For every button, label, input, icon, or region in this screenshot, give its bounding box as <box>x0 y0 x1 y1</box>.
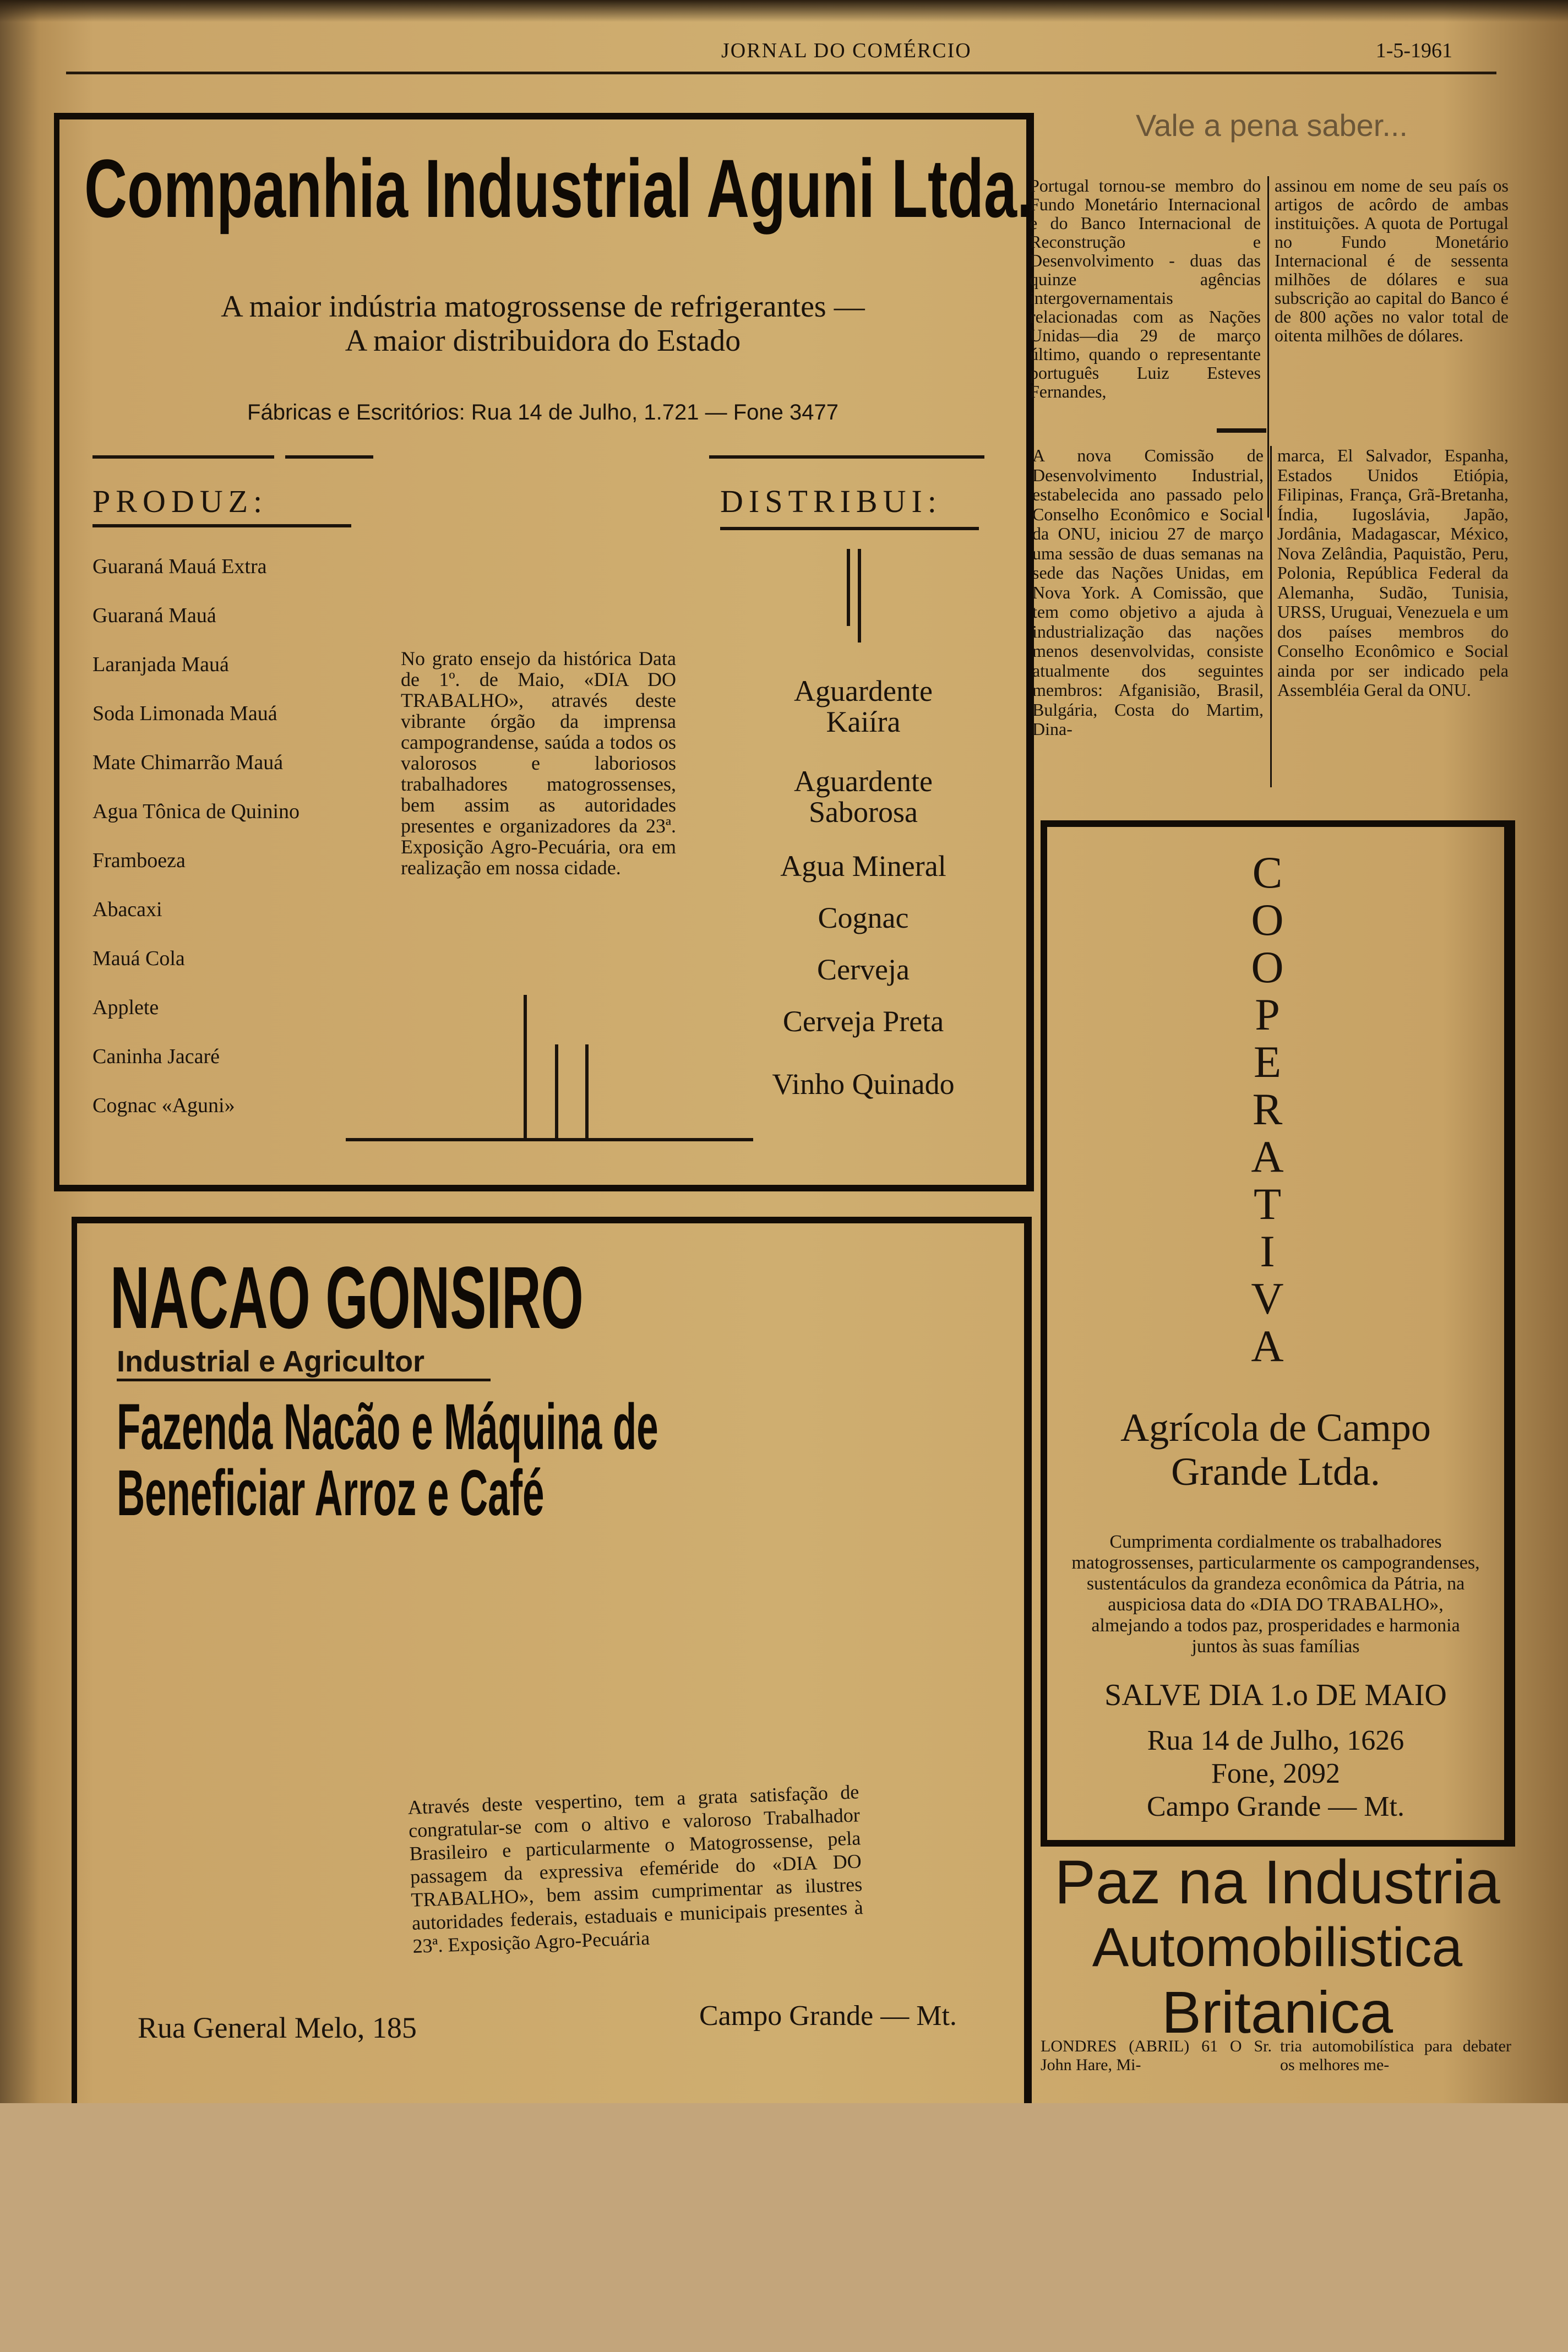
list-item: Aguardente Saborosa <box>794 765 933 829</box>
list-item: Aguardente Kaiíra <box>794 674 933 738</box>
valeapena-title: Vale a pena saber... <box>1136 108 1408 143</box>
list-item: Cognac «Aguni» <box>92 1094 235 1117</box>
coop-letter: A <box>1251 1131 1284 1182</box>
aguni-address: Fábricas e Escritórios: Rua 14 de Julho, 1.721 — Fone 3477 <box>247 400 839 424</box>
coop-letter: A <box>1251 1321 1284 1371</box>
distribui-rule-a <box>847 549 850 626</box>
produz-heading: PRODUZ: <box>92 483 268 519</box>
coop-phone: Fone, 2092 <box>1211 1758 1340 1789</box>
aguni-ad <box>54 113 1034 1191</box>
coop-letter: P <box>1255 989 1280 1039</box>
list-item: Caninha Jacaré <box>92 1045 220 1068</box>
list-item: Soda Limonada Mauá <box>92 702 277 725</box>
gonsiro-city: Campo Grande — Mt. <box>699 2000 957 2032</box>
aguni-divider-left <box>92 455 274 459</box>
coop-address: Rua 14 de Julho, 1626 <box>1147 1725 1404 1756</box>
aguni-center-rule-b <box>555 1044 558 1138</box>
valeapena-col2: assinou em nome de seu país os artigos de acôrdo de ambas instituições. A quota de Portugal no Fundo Monetário Internacional é de sessenta milhões de dólares e sua subscrição ao capital do Banco é de 800 ações no valor total de oitenta milhões de dólares. <box>1275 176 1509 345</box>
coop-letter: T <box>1253 1179 1282 1229</box>
list-item: Laranjada Mauá <box>92 653 229 676</box>
coop-letter: O <box>1251 895 1284 945</box>
produz-underline <box>92 524 351 527</box>
page-header <box>66 39 1496 74</box>
list-item: Framboeza <box>92 849 186 872</box>
distribui-rule-b <box>858 549 861 643</box>
onu-article <box>1032 446 1511 798</box>
list-item: Agua Tônica de Quinino <box>92 800 300 823</box>
produz-list <box>92 554 300 1142</box>
britanica-article <box>1035 1850 1520 2103</box>
aguni-tagline-2: A maior distribuidora do Estado <box>345 324 741 358</box>
valeapena-col1: Portugal tornou-se membro do Fundo Monetário Internacional e do Banco Internacional de Reconstrução e Desenvolvimento - duas das quinze agências intergovernamentais relacionadas com as Nações Unidas—dia 29 de março último, quando o representante português Luiz Esteves Fernandes, <box>1030 176 1261 401</box>
distribui-heading: DISTRIBUI: <box>720 483 942 519</box>
list-item: Guaraná Mauá Extra <box>92 555 267 578</box>
list-item: Mate Chimarrão Mauá <box>92 751 284 774</box>
aguni-divider-right <box>709 455 984 459</box>
britanica-headline-2: Automobilistica <box>1092 1917 1463 1978</box>
gonsiro-address: Rua General Melo, 185 <box>138 2011 417 2044</box>
gonsiro-headline-1: Fazenda Nacão e Máquina de <box>117 1391 658 1463</box>
list-item: Cerveja <box>817 953 910 986</box>
list-item: Mauá Cola <box>92 947 185 970</box>
gonsiro-name: NACAO GONSIRO <box>110 1248 584 1347</box>
aguni-message: No grato ensejo da histórica Data de 1º. de Maio, «DIA DO TRABALHO», através deste vibrante órgão da imprensa campograndense, saúda a todos os valorosos e laboriosos trabalhadores matogrossenses, bem assim as autoridades presentes e organizadores da 23ª. Exposição Agro-Pecuária, ora em realização em nossa cidade. <box>401 647 676 879</box>
britanica-col2: tria automobilística para debater os melhores me- <box>1280 2037 1511 2074</box>
list-item: Applete <box>92 996 159 1019</box>
aguni-center-rule-a <box>524 995 527 1138</box>
gonsiro-message: Através deste vespertino, tem a grata satisfação de congratular-se com o altivo e valoroso Trabalhador Brasileiro e particularmente o Matogrossense, pela passagem da expressiva efeméride do «DIA DO TRABALHO», bem assim cumprimentar as ilustres autoridades federais, estaduais e municipais presentes à 23ª. Exposição Agro-Pecuária <box>407 1781 864 1957</box>
issue-date: 1-5-1961 <box>1375 39 1452 62</box>
gonsiro-subtitle: Industrial e Agricultor <box>117 1344 491 1381</box>
coop-letter: E <box>1253 1037 1282 1087</box>
aguni-company-name: Companhia Industrial Aguni Ltda. <box>84 142 1033 235</box>
coop-message: Cumprimenta cordialmente os trabalhadores matogrossenses, particularmente os campograndenses, sustentáculos da grandeza econômica da Pátria, na auspiciosa data do «DIA DO TRABALHO», almejando a todos paz, prosperidades e harmonia juntos às suas famílias <box>1071 1532 1480 1657</box>
gonsiro-ad <box>72 1217 1032 2103</box>
coop-vertical-word <box>1232 849 1303 1370</box>
coop-ad <box>1041 820 1515 1847</box>
coop-letter: C <box>1252 847 1283 897</box>
britanica-col1: LONDRES (ABRIL) 61 O Sr. John Hare, Mi- <box>1041 2037 1272 2074</box>
coop-letter: I <box>1260 1226 1275 1276</box>
aguni-tagline-1: A maior indústria matogrossense de refrigerantes — <box>221 290 865 324</box>
list-item: Guaraná Mauá <box>92 604 216 627</box>
distribui-underline <box>720 527 979 530</box>
valeapena-article <box>1030 107 1514 416</box>
valeapena-end-rule <box>1217 428 1266 433</box>
coop-letter: V <box>1251 1273 1284 1324</box>
coop-name-1: Agrícola de Campo <box>1120 1406 1431 1450</box>
list-item: Cerveja Preta <box>782 1005 944 1038</box>
list-item: Cognac <box>818 901 909 934</box>
britanica-headline-1: Paz na Industria <box>1054 1848 1500 1917</box>
coop-salute: SALVE DIA 1.o DE MAIO <box>1104 1678 1447 1712</box>
coop-name-2: Grande Ltda. <box>1171 1450 1380 1494</box>
newspaper-name: JORNAL DO COMÉRCIO <box>721 39 972 62</box>
aguni-center-rule-c <box>585 1044 589 1138</box>
aguni-divider-left-2 <box>285 455 373 459</box>
aguni-bottom-rule <box>346 1138 753 1141</box>
onu-col1: A nova Comissão de Desenvolvimento Industrial, estabelecida ano passado pelo Conselho Econômico e Social da ONU, iniciou 27 de março uma sessão de duas semanas na sede das Nações Unidas, em Nova York. A Comissão, que tem como objetivo a ajuda à industrialização das nações menos desenvolvidas, consiste atualmente dos seguintes membros: Afganisião, Brasil, Bulgária, Costa do Martim, Dina- <box>1032 445 1264 739</box>
gonsiro-headline-2: Beneficiar Arroz e Café <box>117 1457 545 1529</box>
onu-col-divider <box>1270 446 1272 787</box>
distribui-list <box>693 676 1034 1120</box>
onu-col2: marca, El Salvador, Espanha, Estados Unidos Etiópia, Filipinas, França, Grã-Bretanha, Índia, Iugoslávia, Japão, Jordânia, Madagascar, México, Nova Zelândia, Paquistão, Peru, Polonia, República Federal da Alemanha, Sudão, Tunisia, URSS, Uruguai, Venezuela e um dos países membros do Conselho Econômico e Social ainda por ser indicado pela Assembléia Geral da ONU. <box>1277 445 1509 700</box>
coop-city: Campo Grande — Mt. <box>1147 1791 1404 1822</box>
list-item: Agua Mineral <box>780 850 946 883</box>
list-item: Abacaxi <box>92 898 162 921</box>
list-item: Vinho Quinado <box>772 1068 955 1101</box>
britanica-headline-3: Britanica <box>1161 1979 1393 2045</box>
coop-letter: O <box>1251 942 1284 992</box>
coop-letter: R <box>1252 1084 1283 1134</box>
